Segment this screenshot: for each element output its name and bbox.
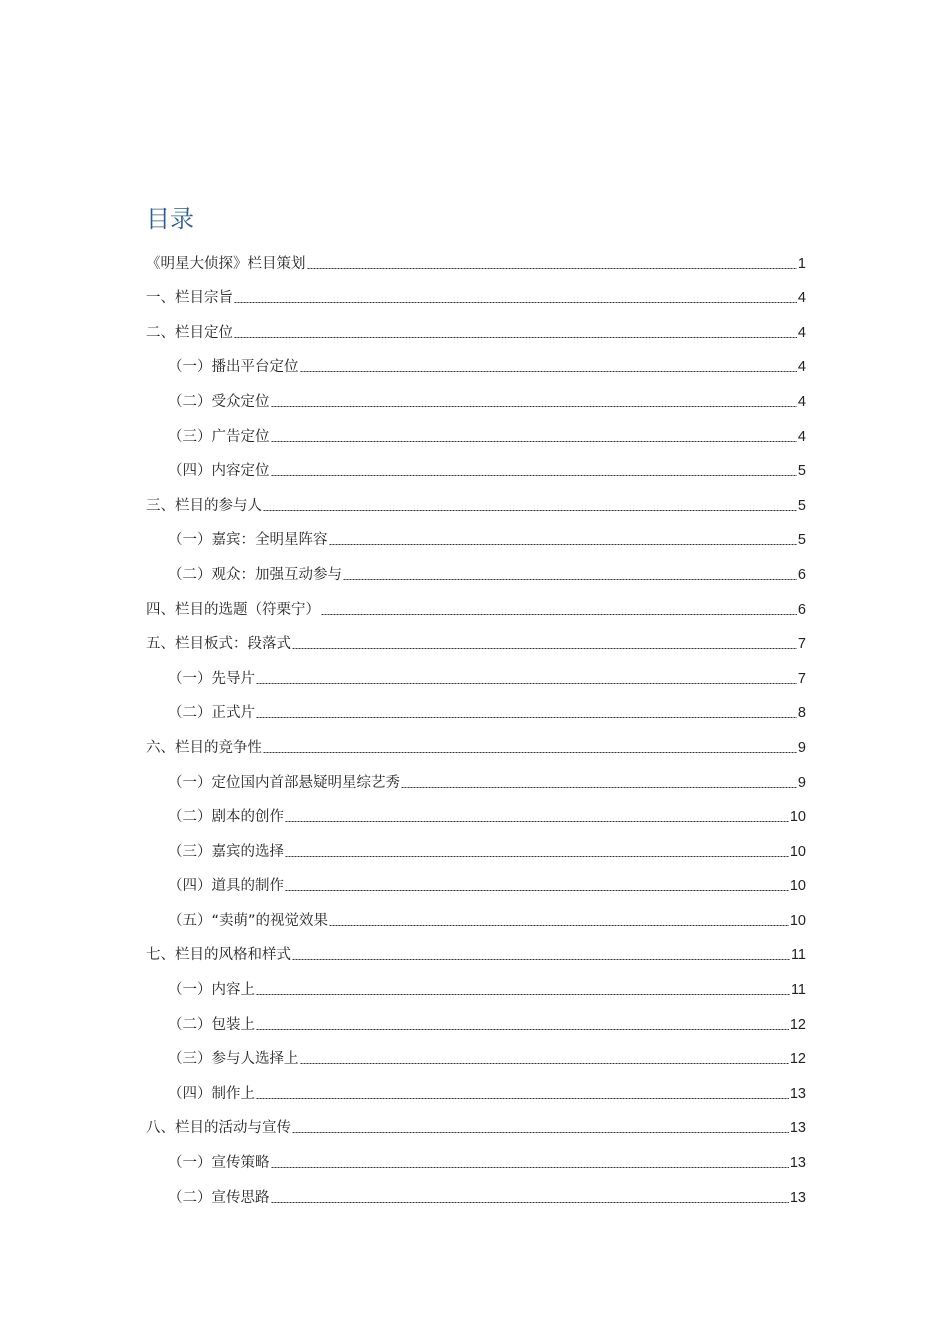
toc-dot-leader	[263, 752, 797, 753]
toc-entry-page-number: 5	[797, 497, 806, 514]
toc-entry-page-number: 9	[797, 739, 806, 756]
toc-entry-title: （一）内容上	[168, 982, 255, 999]
toc-dot-leader	[329, 544, 797, 545]
toc-entry-page-number: 5	[797, 463, 806, 480]
toc-entry-page-number: 10	[789, 809, 806, 826]
toc-entry[interactable]	[146, 485, 806, 520]
toc-entry-page-number: 11	[790, 982, 806, 999]
toc-entry-page-number: 6	[797, 601, 806, 618]
toc-entry-title: （四）道具的制作	[168, 878, 284, 895]
toc-entry[interactable]	[146, 1142, 806, 1177]
toc-dot-leader	[234, 302, 797, 303]
toc-dot-leader	[271, 1167, 789, 1168]
toc-dot-leader	[292, 1132, 789, 1133]
toc-entry[interactable]	[146, 1108, 806, 1143]
toc-entry-page-number: 12	[789, 1016, 806, 1033]
toc-dot-leader	[292, 648, 797, 649]
toc-entry[interactable]	[146, 554, 806, 589]
toc-list	[146, 243, 806, 1212]
toc-entry-title: 八、栏目的活动与宣传	[146, 1120, 291, 1137]
toc-dot-leader	[234, 337, 797, 338]
toc-entry-title: 一、栏目宗旨	[146, 290, 233, 307]
toc-dot-leader	[256, 717, 797, 718]
toc-dot-leader	[271, 475, 797, 476]
toc-entry[interactable]	[146, 451, 806, 486]
toc-entry[interactable]	[146, 520, 806, 555]
toc-entry-page-number: 13	[789, 1155, 806, 1172]
toc-dot-leader	[285, 821, 789, 822]
toc-dot-leader	[292, 959, 790, 960]
toc-dot-leader	[256, 683, 797, 684]
toc-title: 目录	[146, 205, 194, 233]
toc-entry[interactable]	[146, 797, 806, 832]
toc-dot-leader	[285, 856, 789, 857]
toc-entry-title: （二）包装上	[168, 1016, 255, 1033]
toc-dot-leader	[401, 787, 797, 788]
toc-entry-page-number: 4	[797, 428, 806, 445]
toc-entry-page-number: 10	[789, 912, 806, 929]
toc-entry-page-number: 1	[797, 255, 806, 272]
toc-dot-leader	[285, 890, 789, 891]
toc-entry-page-number: 4	[797, 393, 806, 410]
toc-dot-leader	[256, 1098, 789, 1099]
toc-dot-leader	[343, 579, 797, 580]
toc-entry-page-number: 4	[797, 359, 806, 376]
toc-entry[interactable]	[146, 935, 806, 970]
toc-entry[interactable]	[146, 727, 806, 762]
toc-dot-leader	[307, 268, 797, 269]
toc-entry[interactable]	[146, 1039, 806, 1074]
toc-dot-leader	[271, 441, 797, 442]
toc-entry-page-number: 7	[797, 636, 806, 653]
toc-entry-page-number: 5	[797, 532, 806, 549]
toc-entry-title: （二）剧本的创作	[168, 809, 284, 826]
toc-entry-title: （一）先导片	[168, 670, 255, 687]
toc-entry[interactable]	[146, 243, 806, 278]
toc-entry-title: 六、栏目的竞争性	[146, 739, 262, 756]
toc-entry-page-number: 4	[797, 290, 806, 307]
toc-entry[interactable]	[146, 1073, 806, 1108]
toc-entry-title: （四）内容定位	[168, 463, 270, 480]
toc-entry-page-number: 4	[797, 324, 806, 341]
toc-entry-page-number: 10	[789, 843, 806, 860]
toc-entry[interactable]	[146, 969, 806, 1004]
toc-entry[interactable]	[146, 278, 806, 313]
toc-entry-page-number: 8	[797, 705, 806, 722]
toc-entry-title: 四、栏目的选题（符栗宁）	[146, 601, 320, 618]
toc-entry[interactable]	[146, 381, 806, 416]
toc-entry-title: （三）嘉宾的选择	[168, 843, 284, 860]
toc-entry-page-number: 6	[797, 566, 806, 583]
toc-entry[interactable]	[146, 624, 806, 659]
toc-entry[interactable]	[146, 693, 806, 728]
toc-entry-title: 《明星大侦探》栏目策划	[146, 255, 306, 272]
toc-entry[interactable]	[146, 416, 806, 451]
toc-entry-title: （二）宣传思路	[168, 1189, 270, 1206]
toc-entry-title: （二）正式片	[168, 705, 255, 722]
toc-entry-title: 三、栏目的参与人	[146, 497, 262, 514]
toc-entry[interactable]	[146, 1004, 806, 1039]
toc-entry[interactable]	[146, 347, 806, 382]
toc-entry-title: （二）观众：加强互动参与	[168, 566, 342, 583]
toc-entry-title: （五）“卖萌”的视觉效果	[168, 912, 329, 929]
toc-entry-title: （四）制作上	[168, 1085, 255, 1102]
toc-entry-title: 七、栏目的风格和样式	[146, 947, 291, 964]
toc-entry-title: （一）嘉宾：全明星阵容	[168, 532, 328, 549]
toc-entry-page-number: 10	[789, 878, 806, 895]
toc-dot-leader	[300, 371, 797, 372]
toc-entry-page-number: 13	[789, 1189, 806, 1206]
toc-entry-title: 五、栏目板式：段落式	[146, 636, 291, 653]
toc-entry-title: （三）广告定位	[168, 428, 270, 445]
toc-entry[interactable]	[146, 866, 806, 901]
toc-entry-title: （一）定位国内首部悬疑明星综艺秀	[168, 774, 400, 791]
toc-entry-title: （二）受众定位	[168, 393, 270, 410]
toc-entry-title: （一）宣传策略	[168, 1155, 270, 1172]
toc-entry[interactable]	[146, 589, 806, 624]
toc-entry-title: （一）播出平台定位	[168, 359, 299, 376]
toc-entry-page-number: 12	[789, 1051, 806, 1068]
toc-dot-leader	[256, 1029, 789, 1030]
toc-entry-page-number: 13	[789, 1120, 806, 1137]
toc-entry[interactable]	[146, 831, 806, 866]
toc-dot-leader	[321, 614, 797, 615]
toc-entry[interactable]	[146, 1177, 806, 1212]
toc-entry[interactable]	[146, 762, 806, 797]
toc-entry-page-number: 9	[797, 774, 806, 791]
toc-entry-page-number: 13	[789, 1085, 806, 1102]
toc-entry[interactable]	[146, 658, 806, 693]
toc-entry[interactable]	[146, 312, 806, 347]
toc-dot-leader	[271, 406, 797, 407]
toc-entry-title: （三）参与人选择上	[168, 1051, 299, 1068]
toc-dot-leader	[263, 510, 797, 511]
toc-dot-leader	[271, 1202, 789, 1203]
toc-entry[interactable]	[146, 900, 806, 935]
toc-entry-page-number: 7	[797, 670, 806, 687]
toc-dot-leader	[300, 1063, 789, 1064]
toc-dot-leader	[329, 925, 789, 926]
toc-dot-leader	[256, 994, 790, 995]
toc-entry-page-number: 11	[790, 947, 806, 964]
toc-entry-title: 二、栏目定位	[146, 324, 233, 341]
